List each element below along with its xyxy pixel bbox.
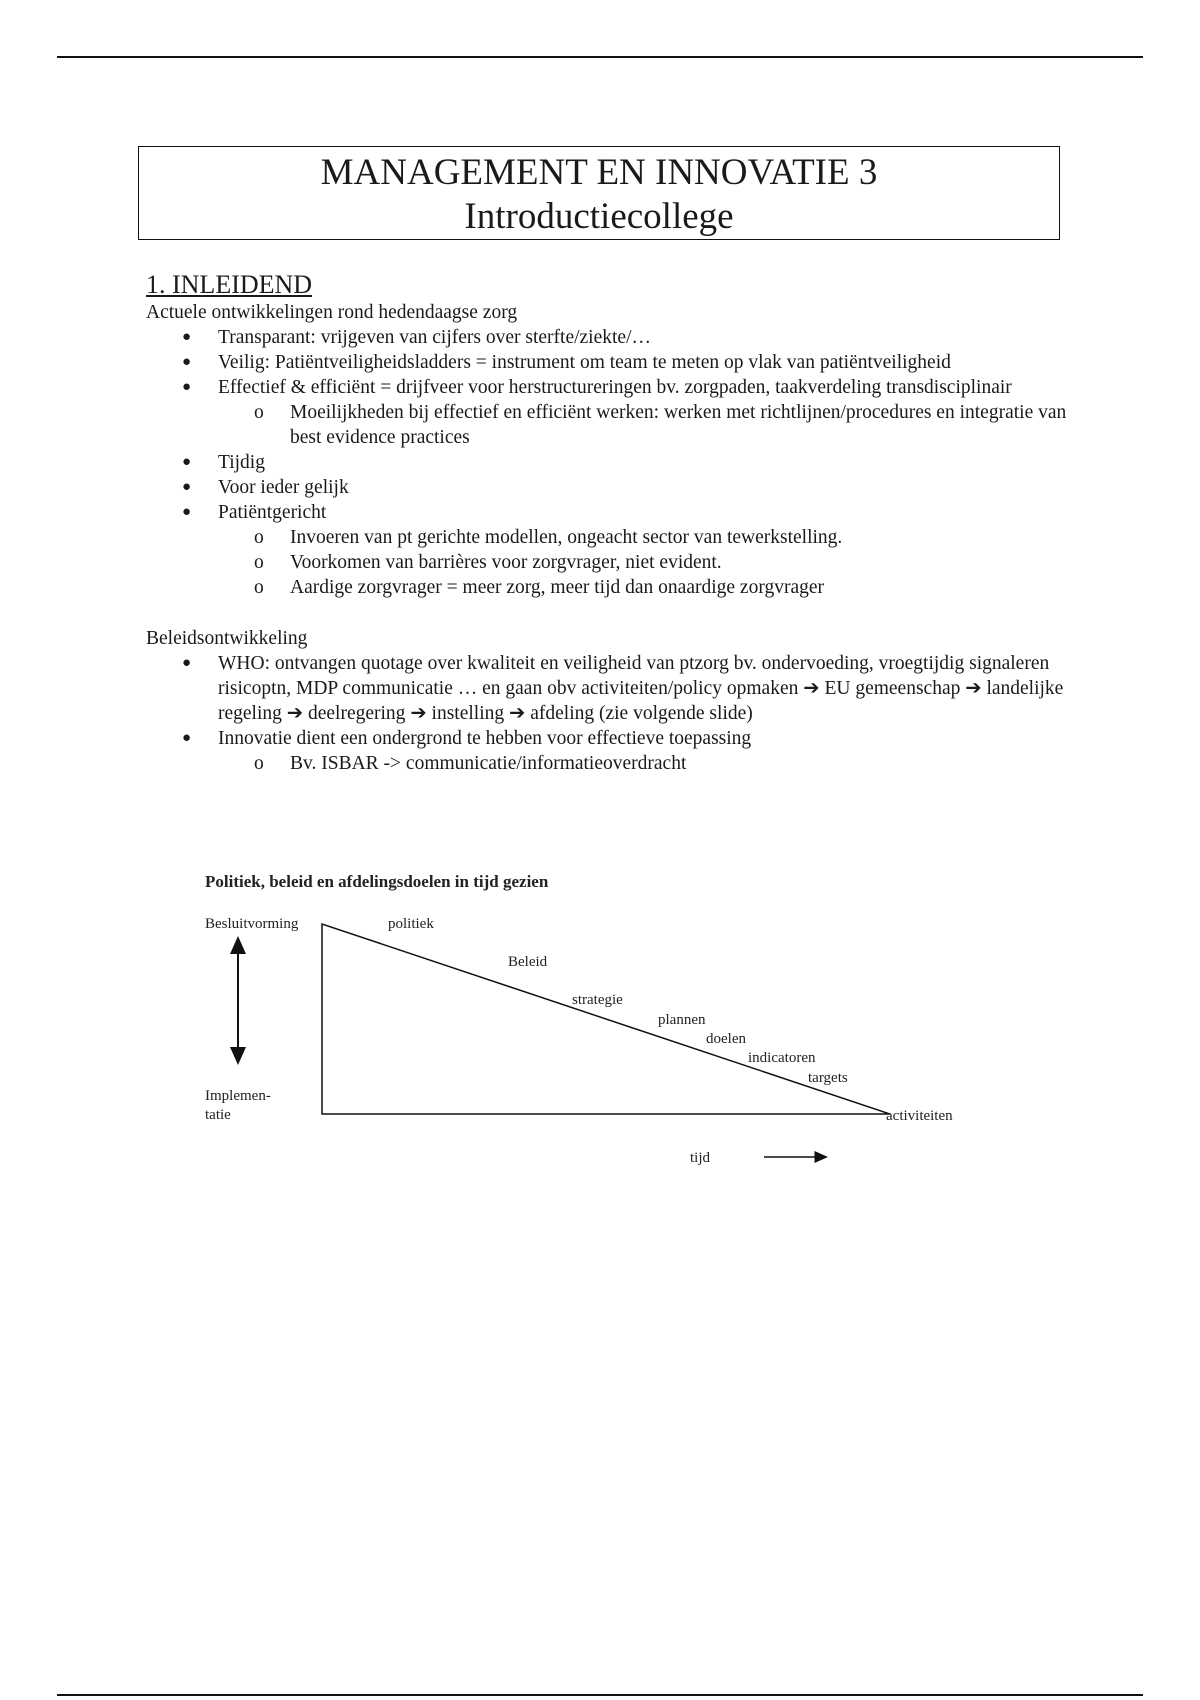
arrow-right-icon: ➔ [803,678,820,699]
list-item: ● Effectief & efficiënt = drijfveer voor herstructureringen bv. zorgpaden, taakverdeling transdisciplinair o Moeilijkheden bij effectief en efficiënt werken: werken met richtlijnen/procedures en integratie van best evidence practices [146,375,1076,450]
sub-list [218,751,1076,776]
label-plannen: plannen [658,1012,706,1028]
policy-timeline-diagram [190,862,990,1182]
list-item: ● Tijdig [182,452,265,473]
list-item: ● WHO: ontvangen quotage over kwaliteit en veiligheid van ptzorg bv. ondervoeding, vroegtijdig signaleren risicoptn, MDP communicatie … en gaan obv activiteiten/policy opmaken ➔ EU gemeenschap ➔ landelijke regeling ➔ deelregering ➔ instelling ➔ afdeling (zie volgende slide) [182,653,1064,724]
sub-list-item: o Invoeren van pt gerichte modellen, ongeacht sector van tewerkstelling. [254,527,843,548]
bullet-icon: ● [182,454,192,470]
list-item: ● Voor ieder gelijk [182,477,349,498]
triangle-shape [322,924,890,1114]
document-title: MANAGEMENT EN INNOVATIE 3 [320,152,878,193]
arrow-right-icon: ➔ [509,703,526,724]
list-item: ● Patiëntgericht o Invoeren van pt gerichte modellen, ongeacht sector van tewerkstelling. o Voorkomen van barrières voor zorgvrager, niet evident. o Aardige zorgvrager = meer zorg, meer tijd dan onaardige zorgvrager [146,500,1076,600]
bullet-icon: ● [182,379,192,395]
title-box [138,146,1060,240]
top-rule [57,56,1143,58]
bullet-icon: ● [182,730,192,746]
arrow-right-icon: ➔ [965,678,982,699]
y-bottom-label-1: Implemen- [205,1088,271,1104]
document-subtitle: Introductiecollege [464,196,734,237]
sub-list-item: o Voorkomen van barrières voor zorgvrager, niet evident. [254,552,722,573]
bullet-icon: ● [182,354,192,370]
y-bottom-label-2: tatie [205,1107,231,1123]
label-doelen: doelen [706,1031,746,1047]
sub-bullet-icon: o [254,753,264,774]
section-intro: Actuele ontwikkelingen rond hedendaagse zorg [146,302,518,323]
label-targets: targets [808,1070,848,1086]
list-item: ● Innovatie dient een ondergrond te hebben voor effectieve toepassing o Bv. ISBAR -> communicatie/informatieoverdracht [146,726,1076,776]
sub-bullet-icon: o [254,402,264,423]
sub-bullet-icon: o [254,577,264,598]
label-beleid: Beleid [508,954,548,970]
list-item: ● Veilig: Patiëntveiligheidsladders = instrument om team te meten op vlak van patiëntveiligheid [182,352,951,373]
sub-bullet-icon: o [254,552,264,573]
sub-list-item: o Aardige zorgvrager = meer zorg, meer tijd dan onaardige zorgvrager [254,577,825,598]
sub-list-item: o Moeilijkheden bij effectief en efficiënt werken: werken met richtlijnen/procedures en integratie van best evidence practices [254,402,1067,448]
list-item: ● Transparant: vrijgeven van cijfers over sterfte/ziekte/… [182,327,651,348]
label-politiek: politiek [388,916,434,932]
label-strategie: strategie [572,992,623,1008]
bottom-rule [57,1694,1143,1696]
sub-list [218,400,1076,450]
bullet-icon: ● [182,329,192,345]
bullet-icon: ● [182,479,192,495]
x-axis-label: tijd [690,1150,711,1166]
y-top-label: Besluitvorming [205,916,299,932]
bullet-icon: ● [182,504,192,520]
main-content [146,270,1076,776]
sub-bullet-icon: o [254,527,264,548]
arrow-right-icon: ➔ [410,703,427,724]
policy-list [146,651,1076,776]
diagram-svg [190,862,990,1182]
bullet-icon: ● [182,655,192,671]
policy-heading: Beleidsontwikkeling [146,628,308,649]
label-indicatoren: indicatoren [748,1050,816,1066]
development-list [146,325,1076,600]
section-heading: 1. INLEIDEND [146,270,313,299]
arrow-right-icon: ➔ [286,703,304,724]
diagram-title: Politiek, beleid en afdelingsdoelen in tijd gezien [205,872,549,891]
label-activiteiten: activiteiten [886,1108,953,1124]
sub-list-item: o Bv. ISBAR -> communicatie/informatieoverdracht [254,753,687,774]
sub-list [218,525,1076,600]
